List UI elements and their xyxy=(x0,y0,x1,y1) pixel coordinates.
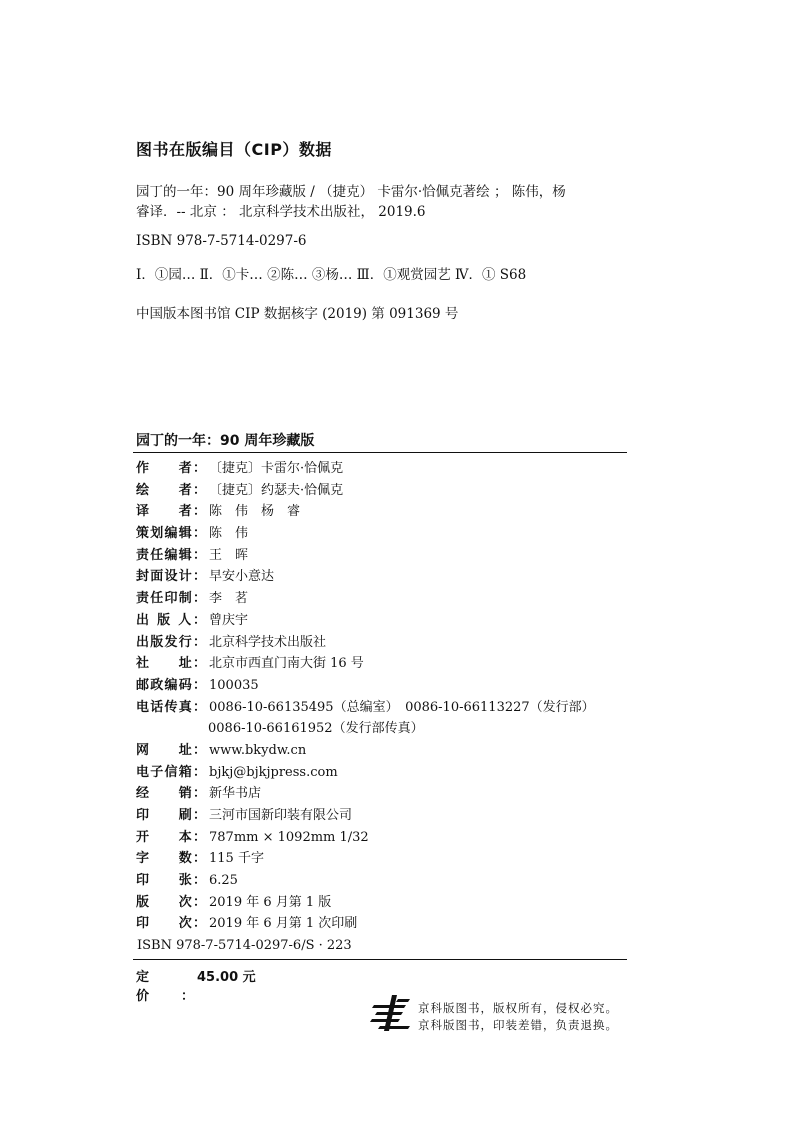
info-row-responsible-editor xyxy=(136,545,626,567)
info-label: 经 销： xyxy=(136,786,206,802)
copyright-notice: 京科版图书，版权所有，侵权必究。 xyxy=(418,1001,618,1015)
info-label: 译 者： xyxy=(136,504,206,520)
info-row-email xyxy=(136,762,626,784)
info-label: 印 刷： xyxy=(136,808,206,823)
info-label: 网 址： xyxy=(136,742,206,758)
price-row xyxy=(136,966,256,1004)
info-value: 115 千字 xyxy=(209,851,264,867)
info-label: 封面设计： xyxy=(136,569,206,585)
info-row-postcode xyxy=(136,675,626,697)
info-value: 0086-10-66161952（发行部传真） xyxy=(208,721,424,737)
info-value: 〔捷克〕卡雷尔·恰佩克 xyxy=(209,461,344,476)
publication-info xyxy=(136,458,626,957)
info-label: 责任编辑： xyxy=(136,547,206,563)
info-row-distributor xyxy=(136,783,626,805)
info-row-planning-editor xyxy=(136,523,626,545)
info-value: 新华书店 xyxy=(209,786,262,802)
cip-heading: 图书在版编目（CIP）数据 xyxy=(136,140,332,159)
cip-description-line-1: 园丁的一年：90 周年珍藏版 / （捷克） 卡雷尔·恰佩克著绘 ； 陈伟，杨 xyxy=(136,184,566,200)
info-row-printing xyxy=(136,913,626,935)
info-label: 印 张： xyxy=(136,873,206,889)
info-row-translator xyxy=(136,501,626,523)
info-value: 0086-10-66135495（总编室） 0086-10-66113227（发行部） xyxy=(209,699,595,715)
quality-notice: 京科版图书，印装差错，负责退换。 xyxy=(418,1018,618,1032)
cip-isbn: ISBN 978-7-5714-0297-6 xyxy=(136,233,307,249)
info-value: 陈 伟 杨 睿 xyxy=(209,504,301,520)
isbn-full: ISBN 978-7-5714-0297-6/S · 223 xyxy=(137,938,352,954)
cip-check-number: 中国版本图书馆 CIP 数据核字 (2019) 第 091369 号 xyxy=(136,306,459,322)
info-value: www.bkydw.cn xyxy=(209,742,307,758)
info-value: 北京市西直门南大街 16 号 xyxy=(209,656,364,672)
info-value: 2019 年 6 月第 1 次印刷 xyxy=(209,916,358,932)
info-value: 北京科学技术出版社 xyxy=(209,634,327,650)
info-label: 印 次： xyxy=(136,916,206,932)
info-label: 电子信箱： xyxy=(136,764,206,780)
info-row-word-count xyxy=(136,848,626,870)
info-value: 787mm × 1092mm 1/32 xyxy=(209,829,369,845)
info-value: 李 茗 xyxy=(209,591,249,607)
info-row-author xyxy=(136,458,626,480)
info-value: 100035 xyxy=(209,677,259,693)
info-label: 作 者： xyxy=(136,461,206,476)
info-value: 〔捷克〕约瑟夫·恰佩克 xyxy=(209,482,344,498)
book-title: 园丁的一年：90 周年珍藏版 xyxy=(136,433,315,449)
info-row-illustrator xyxy=(136,480,626,502)
divider-top xyxy=(133,452,627,453)
info-value: 曾庆宇 xyxy=(209,612,249,628)
info-label: 开 本： xyxy=(136,829,206,845)
price-value: 45.00 元 xyxy=(197,970,256,985)
cip-classification: Ⅰ．①园… Ⅱ．①卡… ②陈… ③杨… Ⅲ．①观赏园艺 Ⅳ．① S68 xyxy=(136,267,527,283)
info-row-print-supervisor xyxy=(136,588,626,610)
info-row-website xyxy=(136,740,626,762)
info-label: 社 址： xyxy=(136,656,206,672)
info-row-edition xyxy=(136,892,626,914)
info-row-isbn xyxy=(136,935,626,957)
info-row-sheets xyxy=(136,870,626,892)
info-label: 电话传真： xyxy=(136,699,206,715)
info-label: 版 次： xyxy=(136,894,206,910)
info-label: 出版发行： xyxy=(136,634,206,650)
info-value: 2019 年 6 月第 1 版 xyxy=(209,894,332,910)
info-value: 6.25 xyxy=(209,873,238,889)
publisher-logo-icon xyxy=(370,995,412,1031)
divider-bottom xyxy=(133,959,627,960)
info-label: 责任印制： xyxy=(136,591,206,607)
info-label: 字 数： xyxy=(136,851,206,867)
info-label: 出 版 人： xyxy=(136,612,206,628)
price-label: 定 价： xyxy=(136,970,194,1004)
info-row-publisher xyxy=(136,632,626,654)
info-row-phone-fax xyxy=(136,697,626,719)
info-value: bjkj@bjkjpress.com xyxy=(209,764,338,780)
info-row-publisher-person xyxy=(136,610,626,632)
info-value: 三河市国新印装有限公司 xyxy=(209,808,353,823)
info-value: 陈 伟 xyxy=(209,526,249,542)
info-row-printer xyxy=(136,805,626,827)
info-label: 绘 者： xyxy=(136,482,206,498)
info-label: 策划编辑： xyxy=(136,526,206,542)
info-row-address xyxy=(136,653,626,675)
info-label: 邮政编码： xyxy=(136,677,206,693)
info-row-phone-fax-cont xyxy=(136,718,626,740)
info-value: 王 晖 xyxy=(209,547,249,563)
info-row-format xyxy=(136,827,626,849)
cip-description-line-2: 睿译．-- 北京 ： 北京科学技术出版社， 2019.6 xyxy=(136,204,426,220)
info-value: 早安小意达 xyxy=(209,569,275,585)
info-row-cover-design xyxy=(136,566,626,588)
